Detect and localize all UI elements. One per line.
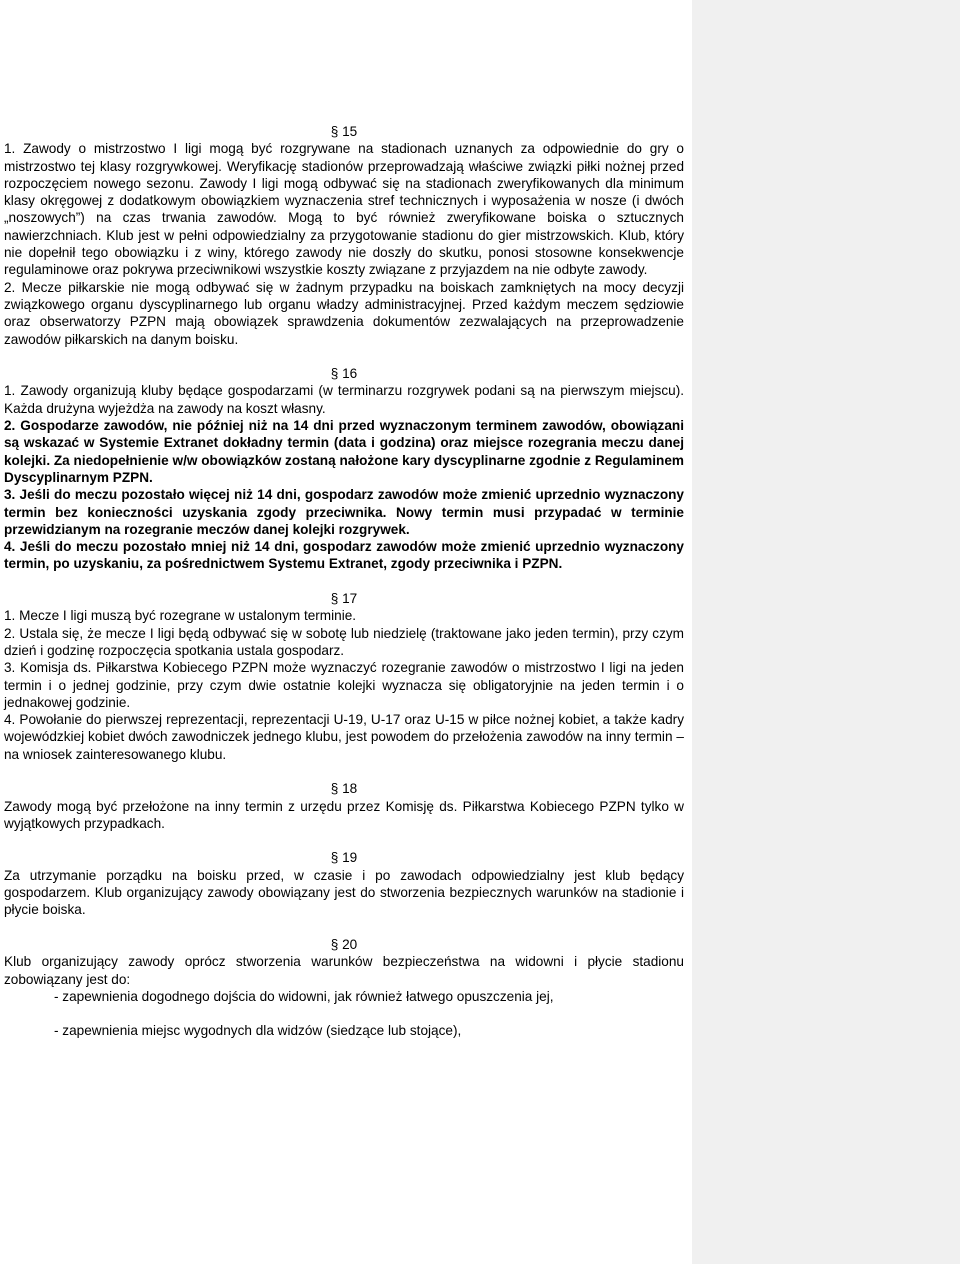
- list-item: - zapewnienia dogodnego dojścia do widowni, jak również łatwego opuszczenia jej,: [54, 988, 554, 1004]
- section-heading-19: § 19: [330, 850, 358, 866]
- comment-margin-panel: [692, 0, 960, 1264]
- paragraph-17-1: 1. Mecze I ligi muszą być rozegrane w ustalonym terminie.: [4, 608, 357, 624]
- paragraph-20: Klub organizujący zawody oprócz stworzenia warunków bezpieczeństwa na widowni i płycie stadionu zobowiązany jest do:: [4, 954, 684, 987]
- paragraph-16-2: 2. Gospodarze zawodów, nie później niż na 14 dni przed wyznaczonym terminem zawodów, obowiązani są wskazać w Systemie Extranet dokładny termin (data i godzina) oraz miejsce rozegrania meczu danej kolejki. Za niedopełnienie w/w obowiązków zostaną nałożone kary dyscyplinarne zgodnie z Regulaminem Dyscyplinarnym PZPN.: [4, 418, 684, 485]
- paragraph-19: Za utrzymanie porządku na boisku przed, w czasie i po zawodach odpowiedzialny jest klub będący gospodarzem. Klub organizujący zawody obowiązany jest do stworzenia bezpiecznych warunków na stadionie i płycie boiska.: [4, 867, 684, 918]
- paragraph-16-3: 3. Jeśli do meczu pozostało więcej niż 14 dni, gospodarz zawodów może zmienić uprzednio wyznaczony termin bez konieczności uzyskania zgody przeciwnika. Nowy termin musi przypadać w terminie przewidzianym na rozegranie meczów danej kolejki rozgrywek.: [4, 487, 684, 537]
- paragraph-15-2: 2. Mecze piłkarskie nie mogą odbywać się w żadnym przypadku na boiskach zamkniętych na mocy decyzji związkowego organu dyscyplinarnego lub organu władzy administracyjnej. Przed każdym meczem sędziowie oraz obserwatorzy PZPN mają obowiązek sprawdzenia dokumentów zezwalających na przeprowadzenie zawodów piłkarskich na danym boisku.: [4, 279, 684, 347]
- paragraph-17-2: 2. Ustala się, że mecze I ligi będą odbywać się w sobotę lub niedzielę (traktowane jako jeden termin), przy czym dzień i godzinę rozpoczęcia spotkania ustala gospodarz.: [4, 625, 684, 658]
- section-heading-15: § 15: [330, 124, 358, 139]
- paragraph-17-4: 4. Powołanie do pierwszej reprezentacji, reprezentacji U-19, U-17 oraz U-15 w piłce nożnej kobiet, a także kadry wojewódzkiej kobiet dwóch zawodniczek jednego klubu, jest powodem do przełożenia zawodów na inny termin – na wniosek zainteresowanego klubu.: [4, 712, 684, 762]
- paragraph-15-1: 1. Zawody o mistrzostwo I ligi mogą być rozgrywane na stadionach uznanych za odpowiednie do gry o mistrzostwo tej klasy rozgrywkowej. Weryfikację stadionów przeprowadzają właściwe związki piłki nożnej przed rozpoczęciem nowego sezonu. Zawody I ligi mogą odbywać się na stadionach zweryfikowanych dla minimum klasy okręgowej z dodatkowym obowiązkiem wyznaczenia stref technicznych i wyposażenia w nosze (i dwóch „noszowych”) na czas trwania zawodów. Mogą to być również zweryfikowane boiska o sztucznych nawierzchniach. Klub jest w pełni odpowiedzialny za przygotowanie stadionu do gier mistrzowskich. Klub, który nie dopełnił tego obowiązku i z winy, którego zawody nie doszły do skutku, ponosi stosowne konsekwencje regulaminowe oraz pokrywa przeciwnikowi wszystkie koszty związane z przyjazdem na nie odbyte zawody.: [4, 141, 684, 278]
- section-heading-20: § 20: [330, 936, 358, 952]
- list-item: - zapewnienia miejsc wygodnych dla widzów (siedzące lub stojące),: [54, 1023, 462, 1039]
- section-heading-17: § 17: [330, 591, 358, 607]
- paragraph-16-4: 4. Jeśli do meczu pozostało mniej niż 14 dni, gospodarz zawodów może zmienić uprzednio wyznaczony termin, po uzyskaniu, za pośrednictwem Systemu Extranet, zgody przeciwnika i PZPN.: [4, 539, 684, 572]
- section-heading-16: § 16: [330, 366, 358, 382]
- paragraph-18: Zawody mogą być przełożone na inny termin z urzędu przez Komisję ds. Piłkarstwa Kobiecego PZPN tylko w wyjątkowych przypadkach.: [4, 798, 684, 831]
- document-body: [4, 123, 684, 1040]
- paragraph-17-3: 3. Komisja ds. Piłkarstwa Kobiecego PZPN może wyznaczyć rozegranie zawodów o mistrzostwo I ligi na jeden termin i o jednej godzinie, przy czym dwie ostatnie kolejki wyznacza się obligatoryjnie na jeden termin i o jednakowej godzinie.: [4, 660, 684, 710]
- paragraph-16-1: 1. Zawody organizują kluby będące gospodarzami (w terminarzu rozgrywek podani są na pierwszym miejscu). Każda drużyna wyjeżdża na zawody na koszt własny.: [4, 383, 684, 416]
- section-heading-18: § 18: [330, 781, 358, 797]
